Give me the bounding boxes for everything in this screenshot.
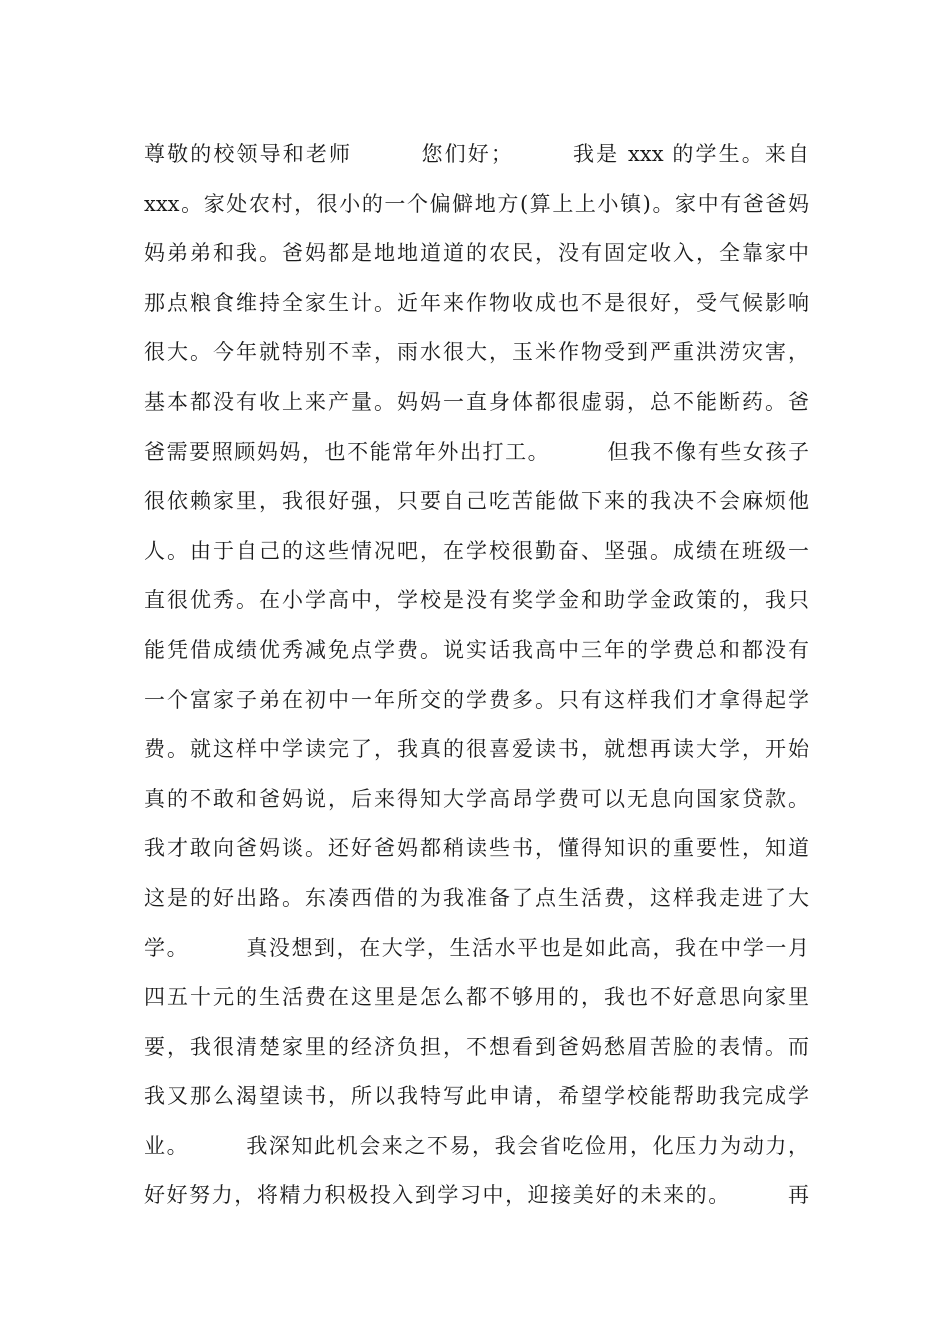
text-line-4: 那点粮食维持全家生计。近年来作物收成也不是很好，受气候影响 bbox=[144, 290, 809, 315]
text-line-11: 能凭借成绩优秀减免点学费。说实话我高中三年的学费总和都没有 bbox=[144, 637, 809, 662]
text-line-15: 我才敢向爸妈谈。还好爸妈都稍读些书，懂得知识的重要性，知道 bbox=[144, 836, 809, 861]
text-line-8: 很依赖家里，我很好强，只要自己吃苦能做下来的我决不会麻烦他 bbox=[144, 489, 809, 514]
text-line-6: 基本都没有收上来产量。妈妈一直身体都很虚弱，总不能断药。爸 bbox=[144, 389, 809, 414]
text-line-16: 这是的好出路。东凑西借的为我准备了点生活费，这样我走进了大 bbox=[144, 885, 809, 910]
text-line-9: 人。由于自己的这些情况吧，在学校很勤奋、坚强。成绩在班级一 bbox=[144, 538, 809, 563]
letter-body bbox=[144, 130, 809, 1221]
text-line-13: 费。就这样中学读完了，我真的很喜爱读书，就想再读大学，开始 bbox=[144, 737, 809, 762]
text-line-17: 学。 真没想到，在大学，生活水平也是如此高，我在中学一月 bbox=[144, 935, 809, 960]
text-line-14: 真的不敢和爸妈说，后来得知大学高昂学费可以无息向国家贷款。 bbox=[144, 786, 809, 811]
text-line-18: 四五十元的生活费在这里是怎么都不够用的，我也不好意思向家里 bbox=[144, 985, 809, 1010]
text-line-10: 直很优秀。在小学高中，学校是没有奖学金和助学金政策的，我只 bbox=[144, 588, 809, 613]
text-line-20: 我又那么渴望读书，所以我特写此申请，希望学校能帮助我完成学 bbox=[144, 1084, 809, 1109]
text-line-7: 爸需要照顾妈妈，也不能常年外出打工。 但我不像有些女孩子 bbox=[144, 439, 809, 464]
text-line-21: 业。 我深知此机会来之不易，我会省吃俭用，化压力为动力， bbox=[144, 1133, 809, 1158]
text-line-2: xxx。家处农村，很小的一个偏僻地方(算上上小镇)。家中有爸爸妈 bbox=[144, 191, 809, 216]
text-line-3: 妈弟弟和我。爸妈都是地地道道的农民，没有固定收入，全靠家中 bbox=[144, 241, 809, 266]
text-line-22: 好好努力，将精力积极投入到学习中，迎接美好的未来的。 再 bbox=[144, 1183, 809, 1208]
text-line-5: 很大。今年就特别不幸，雨水很大，玉米作物受到严重洪涝灾害， bbox=[144, 340, 809, 365]
text-line-1: 尊敬的校领导和老师 您们好； 我是 xxx 的学生。来自 bbox=[144, 142, 809, 166]
text-line-19: 要，我很清楚家里的经济负担，不想看到爸妈愁眉苦脸的表情。而 bbox=[144, 1034, 809, 1059]
text-line-12: 一个富家子弟在初中一年所交的学费多。只有这样我们才拿得起学 bbox=[144, 687, 809, 712]
